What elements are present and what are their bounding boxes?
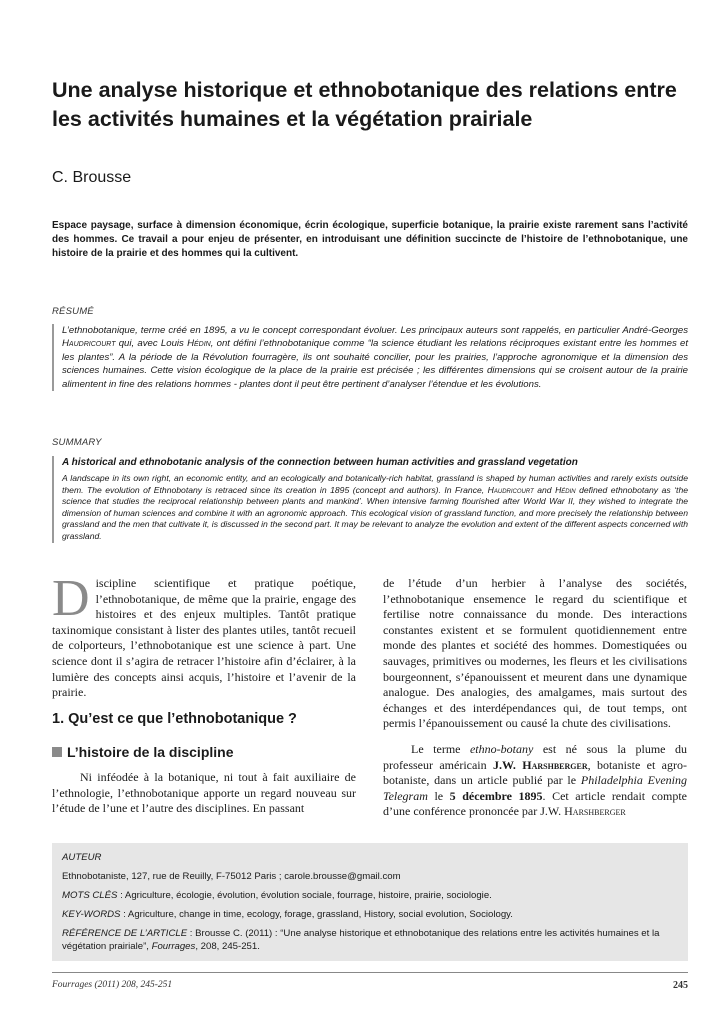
footer-citation: Fourrages (2011) 208, 245-251 <box>52 980 173 990</box>
article-abstract: Espace paysage, surface à dimension économique, écrin écologique, superficie botanique, la prairie existe rarement sans l’activité des hommes. Ce travail a pour enjeu de présenter, en introduisant une définition succincte de l’histoire de l’ethnobotanique, une histoire de la prairie et des hommes qui la cultivent. <box>52 220 688 259</box>
subsection-heading: L’histoire de la discipline <box>52 744 234 760</box>
body-column-left-lower <box>52 770 356 817</box>
resume-block <box>52 324 688 391</box>
summary-text: A landscape in its own right, an economic entity, and an ecologically and botanically-rich habitat, grassland is shaped by human activities and rarely exists outside them. The evolution of Ethnobotany is retraced since its creation in 1895 (concept and authors). In France, Haudricourt and Hédin defined ethnobotany as ‘the science that studies the reciprocal relationship between plants and mankind’. When intensive farming flourished after World War II, they wished to integrate the dimension of human sciences and combine it with an agronomic approach. This ecological vision of grassland function, and more precisely the relationship between grassland and the men that cultivate it, is discussed in the second part. It may be relevant to analyze the evolution and extent of the different aspects concerned with grassland. <box>62 473 688 541</box>
article-reference: RÉFÉRENCE DE L’ARTICLE : Brousse C. (2011) : “Une analyse historique et ethnobotanique des relations entre les activités humaines et la végétation prairiale”, Fourrages, 208, 245-251. <box>62 928 660 952</box>
body-column-left <box>52 570 356 701</box>
body-column-right <box>383 576 687 820</box>
key-words: KEY-WORDS : Agriculture, change in time, ecology, forage, grassland, History, social evolution, Sociology. <box>62 909 513 920</box>
footer-divider <box>52 972 688 973</box>
square-bullet-icon <box>52 747 62 757</box>
drop-cap: D <box>52 570 90 627</box>
mots-cles: MOTS CLÉS : Agriculture, écologie, évolution, évolution sociale, fourrage, histoire, prairie, sociologie. <box>62 890 492 901</box>
intro-paragraph: Discipline scientifique et pratique poétique, l’ethnobotanique, de même que la prairie, engage des histoires et des enjeux multiples. Tantôt pratique taxinomique consistant à lister des plantes utiles, tantôt recueil de colporteurs, l’ethnobotanique est une science à part. Une science dont il s’agira de retracer l’histoire afin d’éclairer, à la lumière des concepts ainsi acquis, l’histoire et l’avenir de la prairie. <box>52 570 356 700</box>
article-author: C. Brousse <box>52 169 132 186</box>
body-paragraph: Le terme ethno-botany est né sous la plume du professeur américain J.W. Harshberger, botaniste et agro-botaniste, dans un article publié par le Philadelphia Evening Telegram le 5 décembre 1895. Cet article rendait compte d’une conférence prononcée par J.W. Harshberger <box>383 741 687 819</box>
body-paragraph: de l’étude d’un herbier à l’analyse des sociétés, l’ethnobotanique ensemence le regard du scientifique et fertilise notre connaissance du monde. Des interactions constantes existent et se formulent quotidiennement entre monde des plantes et société des hommes. Domestiquées ou sauvages, primitives ou modernes, les fleurs et les civilisations bourgeonnent, s’épanouissent et meurent dans une dynamique analogue. Des analogies, des amalgames, mais surtout des échanges et des interdépendances qui, de tout temps, ont permis l’épanouissement ou causé la chute des civilisations. <box>383 576 687 731</box>
section-heading: 1. Qu’est ce que l’ethnobotanique ? <box>52 711 297 727</box>
resume-label: RÉSUMÉ <box>52 306 94 317</box>
summary-title: A historical and ethnobotanic analysis of the connection between human activities and grassland vegetation <box>62 457 578 468</box>
article-title: Une analyse historique et ethnobotanique des relations entre les activités humaines et la végétation prairiale <box>52 78 677 131</box>
auteur-label: AUTEUR <box>62 852 102 863</box>
article-info-box <box>52 843 688 961</box>
resume-text: L’ethnobotanique, terme créé en 1895, a vu le concept correspondant évoluer. Les principaux auteurs sont rappelés, en particulier André-Georges Haudricourt qui, avec Louis Hédin, ont défini l’ethnobotanique comme “la science étudiant les relations réciproques existant entre les hommes et les plantes”. A la période de la Révolution fourragère, ils ont souhaité concilier, pour les prairies, l’approche agronomique et la dimension des sciences humaines. Cette vision écologique de la place de la prairie est précisée ; les différentes dimensions qui se croisent autour de la prairie alimentent in fine des relations hommes - plantes dont il peut être pertinent d’analyser l’étendue et les évolutions. <box>62 325 688 390</box>
page-number: 245 <box>673 980 688 991</box>
summary-block <box>52 456 688 543</box>
body-paragraph: Ni inféodée à la botanique, ni tout à fait auxiliaire de l’ethnologie, l’ethnobotanique apporte un regard nouveau sur l’étude de l’une et l’autre des disciplines. En passant <box>52 770 356 816</box>
auteur-text: Ethnobotaniste, 127, rue de Reuilly, F-75012 Paris ; carole.brousse@gmail.com <box>62 871 401 882</box>
summary-label: SUMMARY <box>52 437 102 448</box>
